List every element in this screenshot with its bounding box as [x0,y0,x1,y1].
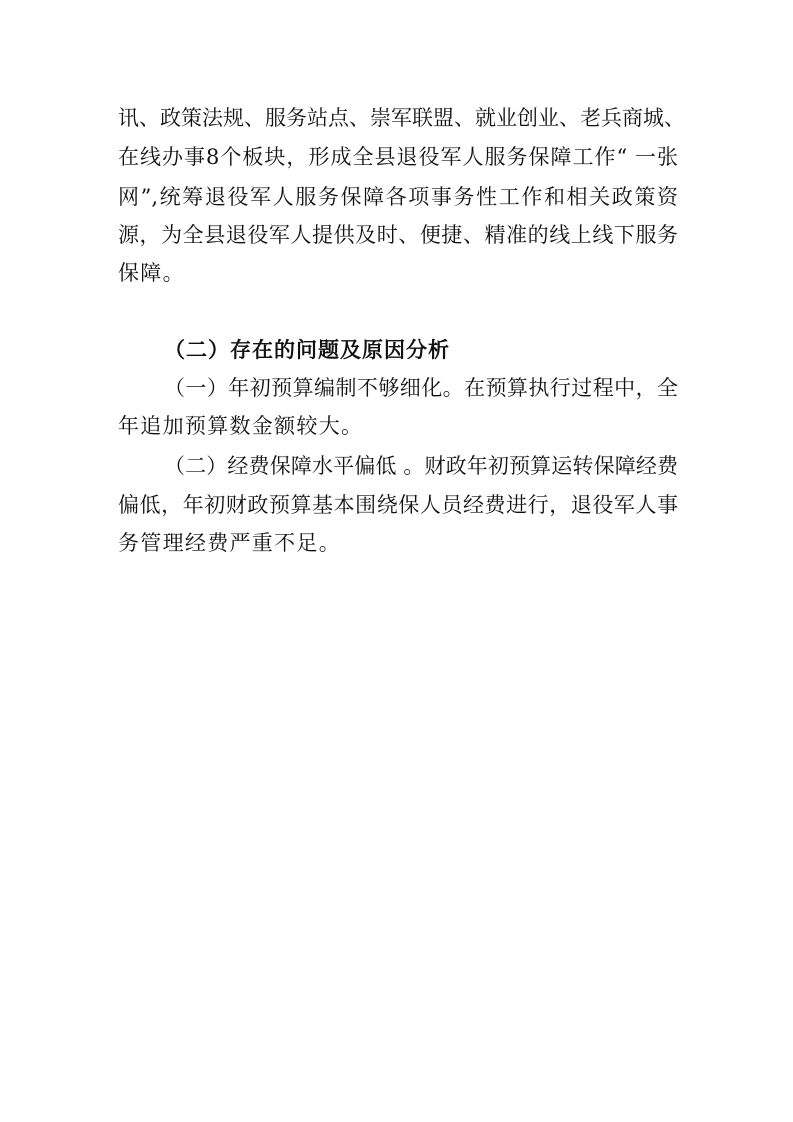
intro-line-3: 网”,统筹退役军人服务保障各项事务性工作和相关政策资 [118,185,678,209]
issue-2-line-2: 偏低，年初财政预算基本围绕保人员经费进行，退役军人事 [118,493,678,517]
section-heading: （二）存在的问题及原因分析 [164,338,450,362]
intro-line-4: 源，为全县退役军人提供及时、便捷、精准的线上线下服务 [118,223,678,247]
issue-2-line-3: 务管理经费严重不足。 [118,531,341,555]
intro-line-2: 在线办事8个板块，形成全县退役军人服务保障工作“ 一张 [118,145,678,169]
issue-1-line-1: （一）年初预算编制不够细化。在预算执行过程中，全 [164,376,678,400]
issue-1-line-2: 年追加预算数金额较大。 [118,414,364,438]
issue-2-line-1: （二）经费保障水平偏低 。财政年初预算运转保障经费 [164,454,678,478]
intro-line-1: 讯、政策法规、服务站点、崇军联盟、就业创业、老兵商城、 [118,106,685,130]
intro-line-5: 保障。 [118,261,185,285]
